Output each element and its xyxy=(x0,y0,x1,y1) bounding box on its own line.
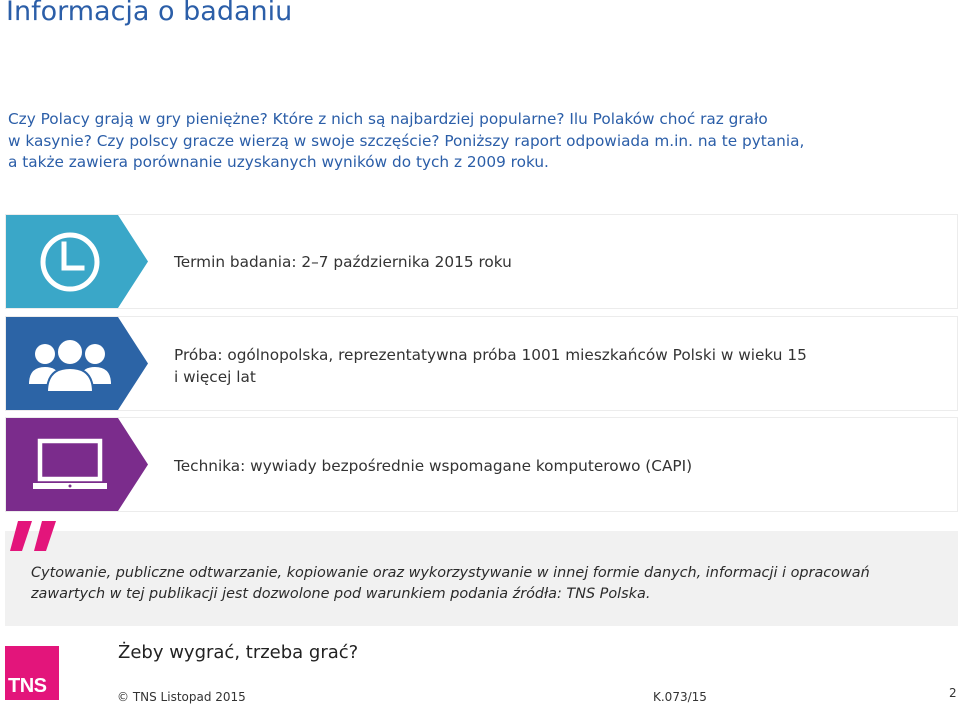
sample-text-line: i więcej lat xyxy=(174,367,256,386)
footer-report-code: K.073/15 xyxy=(653,690,707,704)
intro-paragraph xyxy=(8,109,948,174)
method-text: Technika: wywiady bezpośrednie wspomagane komputerowo (CAPI) xyxy=(174,457,693,475)
tns-logo xyxy=(5,646,59,700)
notice-line: zawartych w tej publikacji jest dozwolone pod warunkiem podania źródła: TNS Polska. xyxy=(31,586,651,602)
info-row-sample xyxy=(5,316,958,411)
intro-line: Czy Polacy grają w gry pieniężne? Które z nich są najbardziej popularne? Ilu Polaków choć raz grało xyxy=(8,110,768,128)
notice-line: Cytowanie, publiczne odtwarzanie, kopiowanie oraz wykorzystywanie w innej formie danych, informacji i opracowań xyxy=(31,565,870,581)
footer-slogan: Żeby wygrać, trzeba grać? xyxy=(118,642,359,663)
laptop-icon xyxy=(6,418,134,511)
logo-text: TNS xyxy=(8,675,47,697)
intro-line: w kasynie? Czy polscy gracze wierzą w swoje szczęście? Poniższy raport odpowiada m.in. na te pytania, xyxy=(8,131,805,150)
page-title: Informacja o badaniu xyxy=(6,0,293,27)
sample-text xyxy=(174,345,807,388)
people-group-icon xyxy=(6,317,134,410)
sample-text-line: Próba: ogólnopolska, reprezentatywna próba 1001 mieszkańców Polski w wieku 15 xyxy=(174,346,807,364)
footer-copyright: © TNS Listopad 2015 xyxy=(117,690,246,704)
intro-line: a także zawiera porównanie uzyskanych wyników do tych z 2009 roku. xyxy=(8,153,549,171)
info-row-method xyxy=(5,417,958,512)
quote-mark-icon xyxy=(10,521,58,551)
clock-icon xyxy=(6,215,134,308)
info-row-date xyxy=(5,214,958,309)
page-number: 2 xyxy=(949,686,957,700)
copyright-notice-text xyxy=(31,563,951,605)
date-text: Termin badania: 2–7 października 2015 roku xyxy=(174,253,512,271)
